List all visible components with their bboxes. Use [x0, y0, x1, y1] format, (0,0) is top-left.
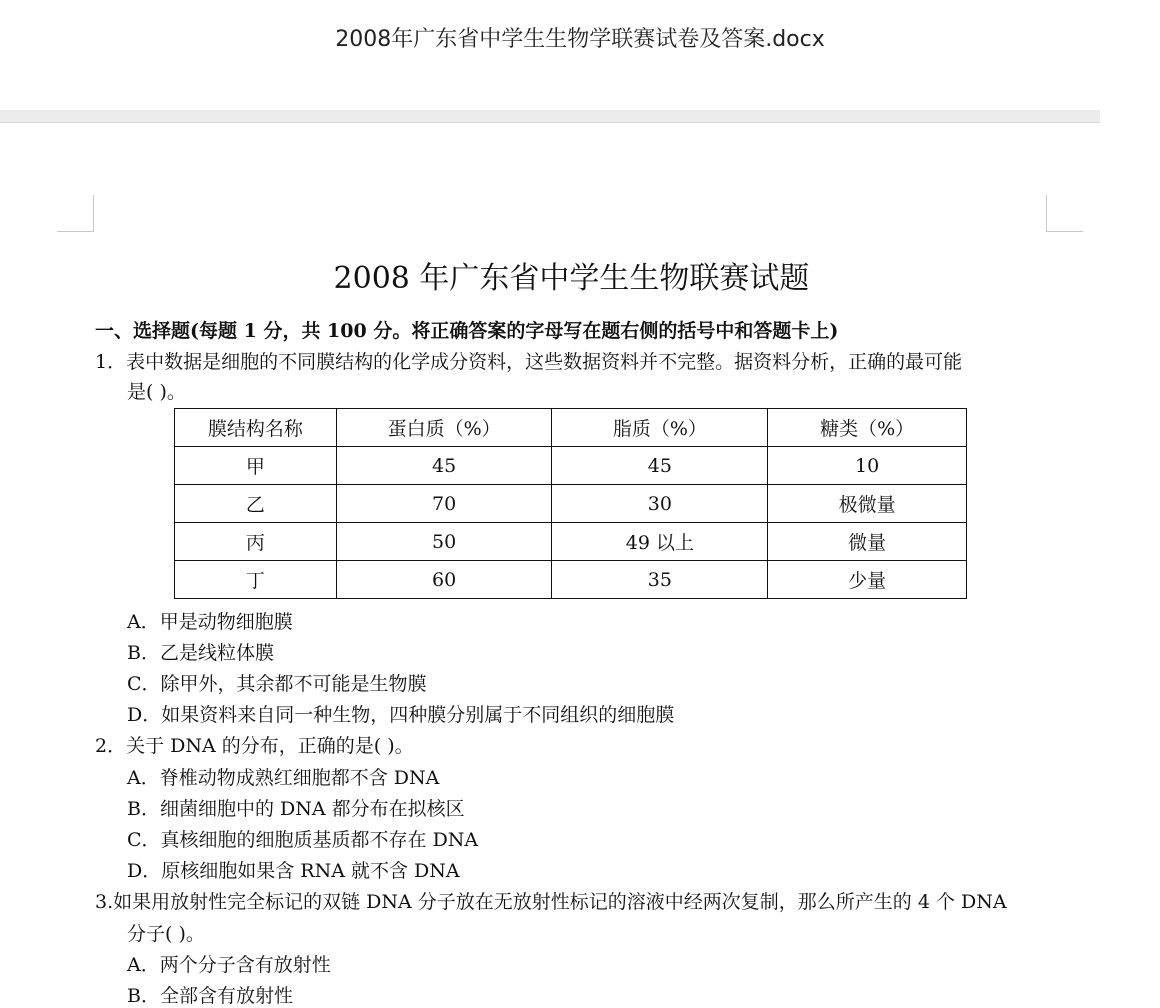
- table-header-cell: 膜结构名称: [175, 409, 337, 447]
- question-3-option-b: B．全部含有放射性: [127, 985, 293, 1007]
- table-cell: 10: [768, 447, 967, 485]
- question-1-option-d: D．如果资料来自同一种生物，四种膜分别属于不同组织的细胞膜: [127, 704, 675, 726]
- table-cell: 60: [336, 561, 552, 599]
- question-1-option-a: A．甲是动物细胞膜: [127, 611, 293, 633]
- table-cell: 30: [552, 485, 768, 523]
- question-1-option-c: C．除甲外，其余都不可能是生物膜: [127, 673, 427, 695]
- page-gap-divider: [0, 110, 1100, 123]
- section-heading: 一、选择题(每题 1 分，共 100 分。将正确答案的字母写在题右侧的括号中和答题卡上): [95, 320, 839, 342]
- table-cell: 甲: [175, 447, 337, 485]
- question-3-line-1: 3.如果用放射性完全标记的双链 DNA 分子放在无放射性标记的溶液中经两次复制，那么所产生的 4 个 DNA: [95, 891, 1007, 913]
- question-1-option-b: B．乙是线粒体膜: [127, 642, 274, 664]
- table-cell: 45: [552, 447, 768, 485]
- question-1-line-2: 是( )。: [127, 381, 186, 403]
- question-2-option-b: B．细菌细胞中的 DNA 都分布在拟核区: [127, 798, 465, 820]
- margin-corner-mark-left: [57, 195, 94, 232]
- table-cell: 乙: [175, 485, 337, 523]
- table-cell: 50: [336, 523, 552, 561]
- table-cell: 极微量: [768, 485, 967, 523]
- table-cell: 微量: [768, 523, 967, 561]
- file-title: 2008年广东省中学生生物学联赛试卷及答案.docx: [335, 27, 825, 52]
- table-row: [175, 561, 967, 599]
- table-row: [175, 485, 967, 523]
- margin-corner-mark-right: [1046, 195, 1083, 232]
- document-page: [0, 123, 1100, 1007]
- question-2-option-c: C．真核细胞的细胞质基质都不存在 DNA: [127, 829, 479, 851]
- question-1-line-1: 1．表中数据是细胞的不同膜结构的化学成分资料，这些数据资料并不完整。据资料分析，正确的最可能: [95, 351, 963, 373]
- question-2-option-a: A．脊椎动物成熟红细胞都不含 DNA: [127, 767, 440, 789]
- table-header-cell: 糖类（%）: [768, 409, 967, 447]
- membrane-composition-table: [174, 408, 967, 599]
- table-cell: 丁: [175, 561, 337, 599]
- table-row: [175, 447, 967, 485]
- table-row: [175, 523, 967, 561]
- window-header: [0, 0, 1100, 110]
- question-3-option-a: A．两个分子含有放射性: [127, 954, 331, 976]
- question-2-line-1: 2．关于 DNA 的分布，正确的是( )。: [95, 735, 414, 757]
- table-header-cell: 脂质（%）: [552, 409, 768, 447]
- table-cell: 丙: [175, 523, 337, 561]
- table-cell: 35: [552, 561, 768, 599]
- table-cell: 70: [336, 485, 552, 523]
- table-cell: 49 以上: [552, 523, 768, 561]
- table-cell: 45: [336, 447, 552, 485]
- document-title: 2008 年广东省中学生生物联赛试题: [333, 261, 810, 296]
- question-2-option-d: D．原核细胞如果含 RNA 就不含 DNA: [127, 860, 460, 882]
- table-cell: 少量: [768, 561, 967, 599]
- question-3-line-2: 分子( )。: [127, 923, 205, 945]
- table-header-row: [175, 409, 967, 447]
- table-header-cell: 蛋白质（%）: [336, 409, 552, 447]
